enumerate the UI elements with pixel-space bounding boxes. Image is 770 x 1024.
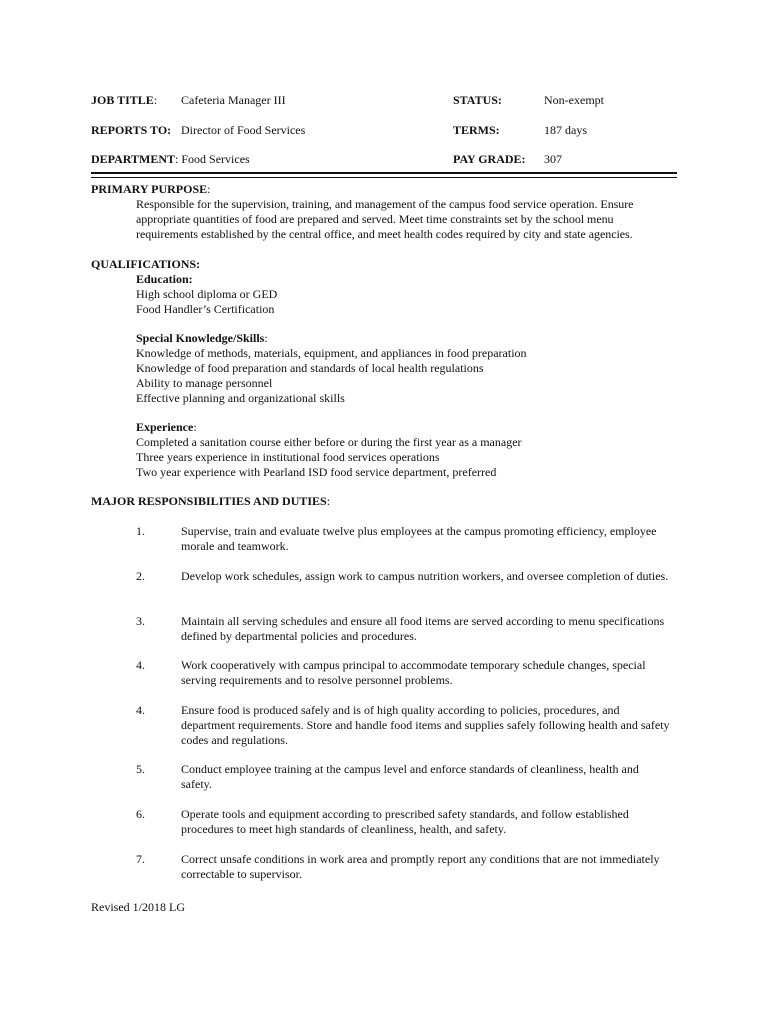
duties-heading: MAJOR RESPONSIBILITIES AND DUTIES: bbox=[91, 494, 331, 508]
duty-text: Ensure food is produced safely and is of high quality according to policies, procedures, and department requirements. Store and handle food items and supplies safely following health and safety codes and regulations. bbox=[181, 703, 670, 747]
duty-text: Operate tools and equipment according to prescribed safety standards, and follow established procedures to meet high standards of cleanliness, health, and safety. bbox=[181, 807, 629, 836]
duty-text: Supervise, train and evaluate twelve plus employees at the campus promoting efficiency, employee morale and teamwork. bbox=[181, 524, 657, 553]
department-label: DEPARTMENT bbox=[91, 152, 176, 166]
duty-text: Correct unsafe conditions in work area and promptly report any conditions that are not immediately correctable to supervisor. bbox=[181, 852, 660, 881]
education-list bbox=[136, 287, 676, 317]
duty-number: 4. bbox=[136, 703, 145, 717]
duty-number: 2. bbox=[136, 569, 145, 583]
list-item: Two year experience with Pearland ISD food service department, preferred bbox=[136, 465, 497, 479]
duty-number: 6. bbox=[136, 807, 145, 821]
list-item: Effective planning and organizational skills bbox=[136, 391, 345, 405]
list-item: Ability to manage personnel bbox=[136, 376, 273, 390]
header-divider-thick bbox=[91, 172, 677, 174]
duty-number: 3. bbox=[136, 614, 145, 628]
list-item: High school diploma or GED bbox=[136, 287, 278, 301]
reports-to-value: Director of Food Services bbox=[181, 123, 306, 137]
duty-text: Maintain all serving schedules and ensure all food items are served according to menu specifications defined by departmental policies and procedures. bbox=[181, 614, 665, 643]
department-row bbox=[91, 152, 250, 167]
skills-heading: Special Knowledge/Skills: bbox=[136, 331, 268, 345]
job-title-row: JOB TITLE: bbox=[91, 93, 158, 107]
duty-number: 4. bbox=[136, 658, 145, 672]
pay-grade-value: 307 bbox=[544, 152, 562, 166]
terms-value: 187 days bbox=[544, 123, 587, 137]
duty-number: 5. bbox=[136, 762, 145, 776]
qualifications-heading: QUALIFICATIONS: bbox=[91, 257, 201, 271]
revised-footer: Revised 1/2018 LG bbox=[91, 900, 185, 914]
education-heading: Education: bbox=[136, 272, 193, 286]
list-item: Food Handler’s Certification bbox=[136, 302, 275, 316]
duty-text: Develop work schedules, assign work to campus nutrition workers, and oversee completion of duties. bbox=[181, 569, 669, 583]
list-item: Three years experience in institutional food services operations bbox=[136, 450, 440, 464]
status-label: STATUS: bbox=[453, 93, 502, 107]
list-item: Knowledge of methods, materials, equipment, and appliances in food preparation bbox=[136, 346, 527, 360]
job-title-value: Cafeteria Manager III bbox=[181, 93, 286, 107]
reports-to-label: REPORTS TO: bbox=[91, 123, 172, 137]
job-title-label: JOB TITLE bbox=[91, 93, 154, 107]
experience-list bbox=[136, 435, 676, 480]
duty-text: Conduct employee training at the campus level and enforce standards of cleanliness, health and safety. bbox=[181, 762, 639, 791]
primary-purpose-text: Responsible for the supervision, training, and management of the campus food service operation. Ensure appropriate quantities of food are prepared and served. Meet time constraints set by the school menu requirements established by the central office, and meet health codes required by city and state agencies. bbox=[136, 197, 634, 241]
header-divider-thin bbox=[91, 177, 677, 178]
duty-text: Work cooperatively with campus principal to accommodate temporary schedule changes, special serving requirements and to resolve personnel problems. bbox=[181, 658, 646, 687]
primary-purpose-heading: PRIMARY PURPOSE: bbox=[91, 182, 211, 196]
duty-number: 1. bbox=[136, 524, 145, 538]
terms-label: TERMS: bbox=[453, 123, 500, 137]
status-value: Non-exempt bbox=[544, 93, 604, 107]
pay-grade-label: PAY GRADE: bbox=[453, 152, 526, 166]
duty-number: 7. bbox=[136, 852, 145, 866]
skills-list bbox=[136, 346, 676, 406]
experience-heading: Experience: bbox=[136, 420, 197, 434]
list-item: Completed a sanitation course either before or during the first year as a manager bbox=[136, 435, 522, 449]
list-item: Knowledge of food preparation and standards of local health regulations bbox=[136, 361, 484, 375]
department-value: : Food Services bbox=[175, 152, 250, 166]
